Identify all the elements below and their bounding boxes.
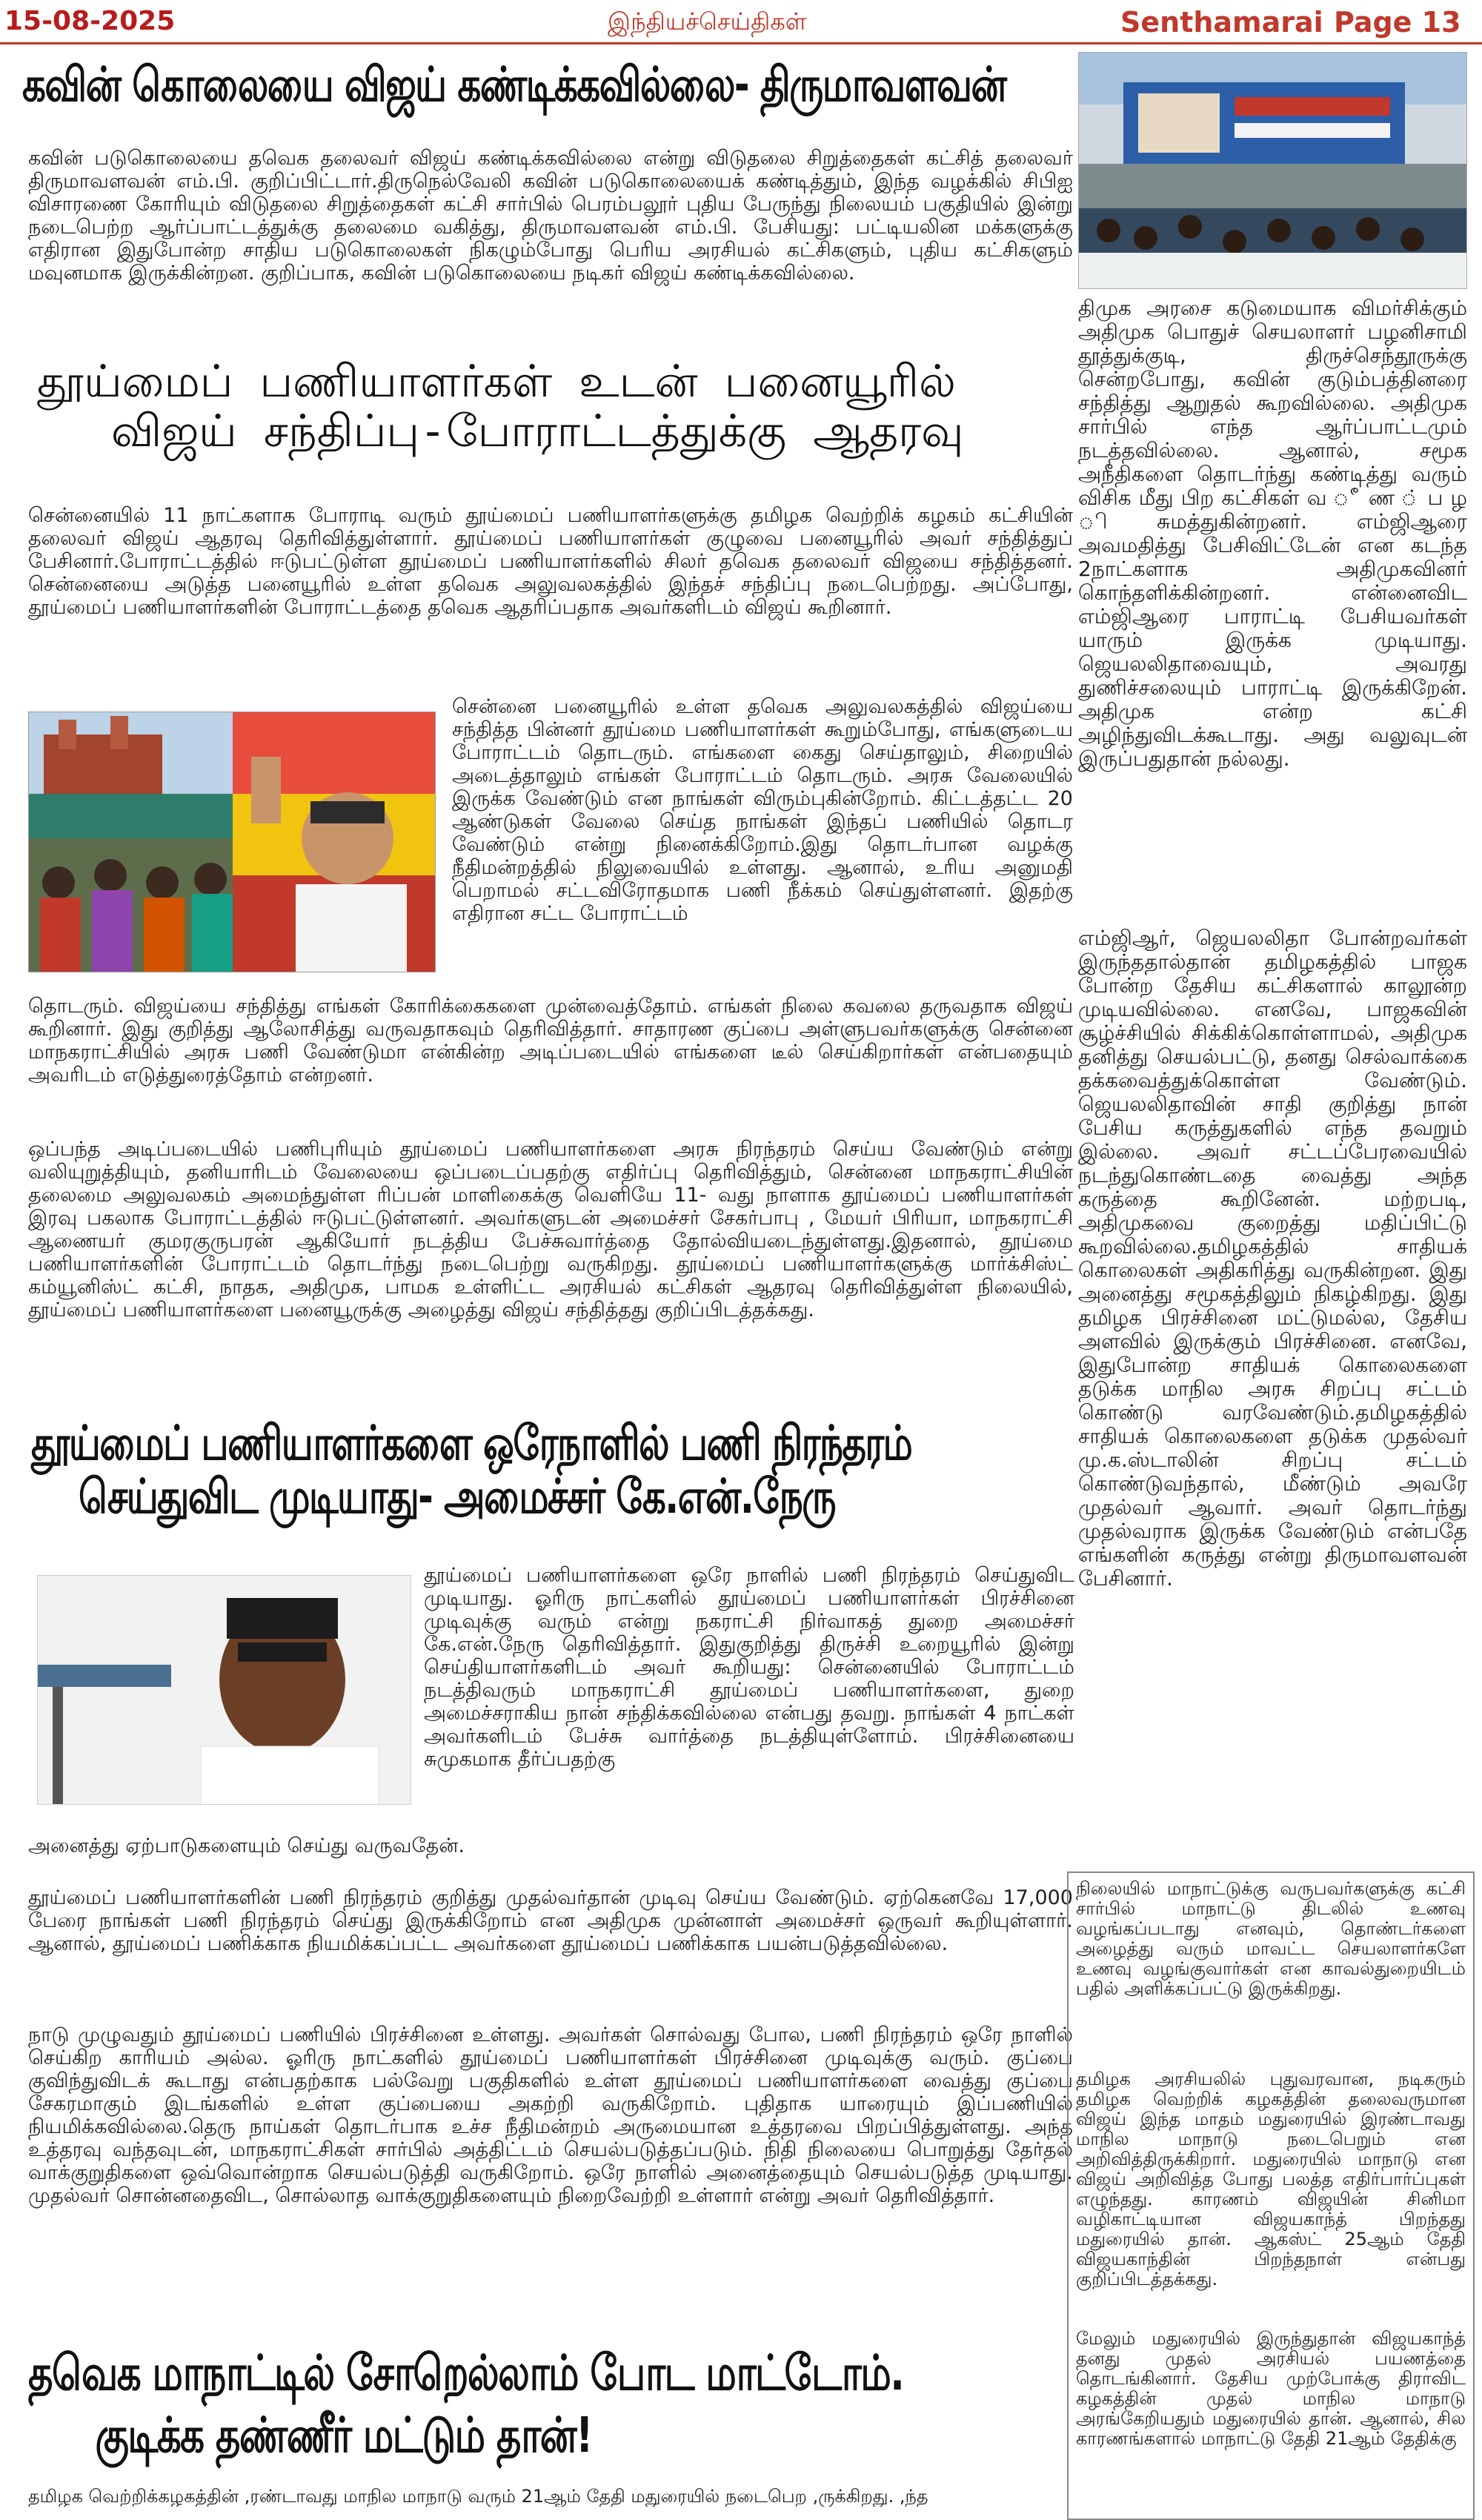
article2-photo [28, 712, 436, 972]
sidebar-box-para1: நிலையில் மாநாட்டுக்கு வருபவர்களுக்கு கட்சி சார்பில் மாநாட்டு திடலில் உணவு வழங்கப்படாது எனவும், தொண்டர்களை அழைத்து வரும் மாவட்ட செயலாளர்களே உணவு வழங்குவார்கள் என காவல்துறையிடம் பதில் அளிக்கப்பட்டு இருக்கிறது. [1076, 1878, 1466, 1999]
article3-photo [37, 1575, 411, 1805]
section-category: இந்தியச்செய்திகள் [608, 7, 807, 36]
article3-headline [31, 1417, 911, 1524]
article1-body: கவின் படுகொலையை தவெக தலைவர் விஜய் கண்டிக்கவில்லை என்று விடுதலை சிறுத்தைகள் கட்சித் தலைவர் திருமாவளவன் எம்.பி. குறிப்பிட்டார்.திருநெல்வேலி கவின் படுகொலையைக் கண்டித்தும், இந்த வழக்கில் சிபிஐ விசாரணை கோரியும் விடுதலை சிறுத்தைகள் கட்சி சார்பில் பெரம்பலூர் புதிய பேருந்து நிலையம் பகுதியில் இன்று நடைபெற்ற ஆர்ப்பாட்டத்துக்கு தலைமை வகித்து, திருமாவளவன் எம்.பி. பேசியது: பட்டியலின மக்களுக்கு எதிரான இதுபோன்ற சாதிய படுகொலைகள் நிகழும்போது பெரிய அரசியல் கட்சிகளும், புதிய கட்சிகளும் மவுனமாக இருக்கின்றன. குறிப்பாக, கவின் படுகொலையை நடிகர் விஜய் கண்டிக்கவில்லை. [28, 147, 1073, 285]
article2-headline-line1: தூய்மைப் பணியாளர்கள் உடன் பனையூரில் [37, 356, 956, 408]
rally-photo [1078, 52, 1467, 289]
vck-protest-rally-image [1079, 53, 1467, 289]
article1-headline: கவின் கொலையை விஜய் கண்டிக்கவில்லை- திருமாவளவன் [22, 58, 1006, 113]
sidebar-box-para3: மேலும் மதுரையில் இருந்துதான் விஜயகாந்த் தனது முதல் அரசியல் பயணத்தை தொடங்கினார். தேசிய முற்போக்கு திராவிட கழகத்தின் முதல் மாநில மாநாடு அரங்கேறியதும் மதுரையில் தான். ஆனால், சில காரணங்களால் மாநாட்டு தேதி 21ஆம் தேதிக்கு [1076, 2328, 1466, 2449]
article3-para3: நாடு முழுவதும் தூய்மைப் பணியில் பிரச்சினை உள்ளது. அவர்கள் சொல்வது போல, பணி நிரந்தரம் ஒரே நாளில் செய்கிற காரியம் அல்ல. ஓரிரு நாட்களில் தூய்மைப் பணியாளர்கள் பிரச்சினை முடிவுக்கு வரும். குப்பை குவிந்துவிடக் கூடாது என்பதற்காக பல்வேறு பகுதிகளில் உள்ள தூய்மைப் பணியாளர்களை வைத்து குப்பை சேகரமாகும் இடங்களில் உள்ள குப்பையை அகற்றி வருகிறோம். புதிதாக யாரையும் இப்பணியில் நியமிக்கவில்லை.தெரு நாய்கள் தொடர்பாக உச்ச நீதிமன்றம் அருமையான உத்தரவை பிறப்பித்துள்ளது. அந்த உத்தரவு வந்தவுடன், மாநகராட்சிகள் சார்பில் அத்திட்டம் செயல்படுத்தப்படும். நிதி நிலையை பொறுத்து தேர்தல் வாக்குறுதிகளை ஒவ்வொன்றாக செயல்படுத்தி வருகிறோம். ஒரே நாளில் அனைத்தையும் செயல்படுத்த முடியாது. முதல்வர் சொன்னதைவிட, சொல்லாத வாக்குறுதிகளையும் நிறைவேற்றி உள்ளார் என்று அவர் தெரிவித்தார். [28, 2023, 1073, 2207]
page-number: Page 13 [1334, 6, 1461, 39]
article2-para2-continued: தொடரும். விஜய்யை சந்தித்து எங்கள் கோரிக்கைகளை முன்வைத்தோம். எங்கள் நிலை கவலை தருவதாக விஜய் கூறினார். இது குறித்து ஆலோசித்து வருவதாகவும் தெரிவித்தார். சாதாரண குப்பை அள்ளுபவர்களுக்கு சென்னை மாநகராட்சியில் அரசு பணி வேண்டுமா என்கின்ற அடிப்படையில் எங்களை டீல் செய்கிறார்கள் என்பதையும் அவரிடம் எடுத்துரைத்தோம் என்றனர். [28, 995, 1074, 1087]
publication-name: Senthamarai [1120, 6, 1323, 39]
article2-para1: சென்னையில் 11 நாட்களாக போராடி வரும் தூய்மைப் பணியாளர்களுக்கு தமிழக வெற்றிக் கழகம் கட்சியின் தலைவர் விஜய் ஆதரவு தெரிவித்துள்ளார். தூய்மைப் பணியாளர்கள் குழுவை பனையூரில் அவர் சந்தித்துப் பேசினார்.போராட்டத்தில் ஈடுபட்டுள்ள தூய்மைப் பணியாளர்களில் சிலர் தவெக தலைவர் விஜயை சந்தித்தனர். சென்னையை அடுத்த பனையூரில் உள்ள தவெக அலுவலகத்தில் இந்தச் சந்திப்பு நடைபெற்றது. அப்போது, தூய்மைப் பணியாளர்களின் போராட்டத்தை தவெக ஆதரிப்பதாக அவர்களிடம் விஜய் கூறினார். [28, 504, 1073, 619]
article4-headline [28, 2342, 903, 2467]
article4-headline-line1: தவெக மாநாட்டில் சோறெல்லாம் போட மாட்டோம். [28, 2344, 904, 2401]
sidebar-box [1067, 1871, 1475, 2520]
minister-portrait-image [38, 1576, 411, 1805]
article2-para3: ஒப்பந்த அடிப்படையில் பணிபுரியும் தூய்மைப் பணியாளர்களை அரசு நிரந்தரம் செய்ய வேண்டும் என்று வலியுறுத்தியும், தனியாரிடம் வேலையை ஒப்படைப்பதற்கு எதிர்ப்பு தெரிவித்தும், சென்னை மாநகராட்சியின் தலைமை அலுவலகம் அமைந்துள்ள ரிப்பன் மாளிகைக்கு வெளியே 11- வது நாளாக தூய்மைப் பணியாளர்கள் இரவு பகலாக போராட்டத்தில் ஈடுபட்டுள்ளனர். அவர்களுடன் அமைச்சர் சேகர்பாபு , மேயர் பிரியா, மாநகராட்சி ஆணையர் குமரகுருபரன் ஆகியோர் நடத்திய பேச்சுவார்த்தை தோல்வியடைந்துள்ளது.இதனால், தூய்மை பணியாளர்களின் போராட்டம் தொடர்ந்து நடைபெற்று வருகிறது. தூய்மைப் பணியாளர்களுக்கு மார்க்சிஸ்ட் கம்யூனிஸ்ட் கட்சி, நாதக, அதிமுக, பாமக உள்ளிட்ட அரசியல் கட்சிகள் ஆதரவு தெரிவித்துள்ள நிலையில், தூய்மைப் பணியாளர்களை பனையூருக்கு அழைத்து விஜய் சந்தித்தது குறிப்பிடத்தக்கது. [28, 1138, 1073, 1322]
article4-headline-line2: குடிக்க தண்ணீர் மட்டும் தான்! [95, 2407, 592, 2464]
article2-headline-line2: விஜய் சந்திப்பு-போராட்டத்துக்கு ஆதரவு [111, 405, 964, 458]
article2-headline [37, 357, 1074, 457]
article3-headline-line2: செய்துவிட முடியாது- அமைச்சர் கே.என்.நேரு [78, 1470, 835, 1525]
article4-para1: தமிழக வெற்றிக்கழகத்தின் ,ரண்டாவது மாநில மாநாடு வரும் 21ஆம் தேதி மதுரையில் நடைபெற ,ருக்கிறது. ,ந்த [28, 2487, 928, 2507]
right-column-text1: திமுக அரசை கடுமையாக விமர்சிக்கும் அதிமுக பொதுச் செயலாளர் பழனிசாமி தூத்துக்குடி, திருச்செந்தூருக்கு சென்றபோது, கவின் குடும்பத்தினரை சந்தித்து ஆறுதல் கூறவில்லை. அதிமுக சார்பில் எந்த ஆர்ப்பாட்டமும் நடத்தவில்லை. ஆனால், சமூக அநீதிகளை தொடர்ந்து கண்டித்து வரும் விசிக மீது பிற கட்சிகள் வ ீ ண ் ப ழ ி சுமத்துகின்றனர். எம்ஜிஆரை அவமதித்து பேசிவிட்டேன் என கடந்த 2நாட்களாக அதிமுகவினர் கொந்தளிக்கின்றனர். என்னைவிட எம்ஜிஆரை பாராட்டி பேசியவர்கள் யாரும் இருக்க முடியாது. ஜெயலலிதாவையும், அவரது துணிச்சலையும் பாராட்டி இருக்கிறேன். அதிமுக என்ற கட்சி அழிந்துவிடக்கூடாது. அது வலுவுடன் இருப்பதுதான் நல்லது. [1078, 296, 1467, 771]
article3-para1-wrap: தூய்மைப் பணியாளர்களை ஒரே நாளில் பணி நிரந்தரம் செய்துவிட முடியாது. ஓரிரு நாட்களில் தூய்மைப் பணியாளர்கள் பிரச்சினை முடிவுக்கு வரும் என்று நகராட்சி நிர்வாகத் துறை அமைச்சர் கே.என்.நேரு தெரிவித்தார். இதுகுறித்து திருச்சி உறையூரில் இன்று செய்தியாளர்களிடம் அவர் கூறியது: சென்னையில் போராட்டம் நடத்திவரும் மாநகராட்சி தூய்மைப் பணியாளர்களை, துறை அமைச்சராகிய நான் சந்திக்கவில்லை என்பது தவறு. நாங்கள் 4 நாட்கள் அவர்களிடம் பேச்சு வார்த்தை நடத்தியுள்ளோம். பிரச்சினையை சுமுகமாக தீர்ப்பதற்கு [424, 1564, 1075, 1771]
page-header [0, 0, 1482, 44]
article3-headline-line1: தூய்மைப் பணியாளர்களை ஒரேநாளில் பணி நிரந்தரம் [31, 1416, 912, 1471]
article2-para2-wrap: சென்னை பனையூரில் உள்ள தவெக அலுவலகத்தில் விஜய்யை சந்தித்த பின்னர் தூய்மை பணியாளர்கள் கூறும்போது, எங்களுடைய போராட்டம் தொடரும். எங்களை கைது செய்தாலும், சிறையில் அடைத்தாலும் எங்கள் போராட்டம் தொடரும். அரசு வேலையில் இருக்க வேண்டும் என நாங்கள் விரும்புகின்றோம். கிட்டத்தட்ட 20 ஆண்டுகள் வேலை செய்த நாங்கள் இந்தப் பணியில் தொடர வேண்டும் என்று நினைக்கிறோம்.இது தொடர்பான வழக்கு நீதிமன்றத்தில் நிலுவையில் உள்ளது. ஆனால், உரிய அனுமதி பெறாமல் சட்டவிரோதமாக பணி நீக்கம் செய்துள்ளனர். இதற்கு எதிரான சட்ட போராட்டம் [452, 695, 1073, 925]
article3-para1-continued: அனைத்து ஏற்பாடுகளையும் செய்து வருவதேன். [28, 1834, 465, 1857]
issue-date: 15-08-2025 [4, 6, 176, 36]
right-column-text2: எம்ஜிஆர், ஜெயலலிதா போன்றவர்கள் இருந்ததால்தான் தமிழகத்தில் பாஜக போன்ற தேசிய கட்சிகளால் காலூன்ற முடியவில்லை. எனவே, பாஜகவின் சூழ்ச்சியில் சிக்கிக்கொள்ளாமல், அதிமுக தனித்து செயல்பட்டு, தனது செல்வாக்கை தக்கவைத்துக்கொள்ள வேண்டும். ஜெயலலிதாவின் சாதி குறித்து நான் பேசிய கருத்துகளில் எந்த தவறும் இல்லை. அவர் சட்டப்பேரவையில் நடந்துகொண்டதை வைத்து அந்த கருத்தை கூறினேன். மற்றபடி, அதிமுகவை குறைத்து மதிப்பிட்டு கூறவில்லை.தமிழகத்தில் சாதியக் கொலைகள் அதிகரித்து வருகின்றன. இது அனைத்து சமூகத்திலும் நிகழ்கிறது. இது தமிழக பிரச்சினை மட்டுமல்ல, தேசிய அளவில் இருக்கும் பிரச்சினை. எனவே, இதுபோன்ற சாதியக் கொலைகளை தடுக்க மாநில அரசு சிறப்பு சட்டம் கொண்டு வரவேண்டும்.தமிழகத்தில் சாதியக் கொலைகளை தடுக்க முதல்வர் மு.க.ஸ்டாலின் சிறப்பு சட்டம் கொண்டுவந்தால், மீண்டும் அவரே முதல்வர் ஆவார். அவர் தொடர்ந்து முதல்வராக இருக்க வேண்டும் என்பதே எங்களின் கருத்து என்று திருமாவளவன் பேசினார். [1078, 926, 1467, 1591]
sidebar-box-para2: தமிழக அரசியலில் புதுவரவான, நடிகரும் தமிழக வெற்றிக் கழகத்தின் தலைவருமான விஜய் இந்த மாதம் மதுரையில் இரண்டாவது மாநில மாநாடு நடைபெறும் என அறிவித்திருக்கிறார். மதுரையில் மாநாடு என விஜய் அறிவித்த போது பலத்த எதிர்பார்ப்புகள் எழுந்தது. காரணம் விஜயின் சினிமா வழிகாட்டியான விஜயகாந்த் பிறந்தது மதுரையில் தான். ஆகஸ்ட் 25ஆம் தேதி விஜயகாந்தின் பிறந்தநாள் என்பது குறிப்பிடத்தக்கது. [1076, 2069, 1466, 2289]
sanitation-workers-meeting-image [29, 712, 436, 972]
article3-para2: தூய்மைப் பணியாளர்களின் பணி நிரந்தரம் குறித்து முதல்வர்தான் முடிவு செய்ய வேண்டும். ஏற்கெனவே 17,000 பேரை நாங்கள் பணி நிரந்தரம் செய்து இருக்கிறோம் என அதிமுக முன்னாள் அமைச்சர் ஒருவர் கூறியுள்ளார். ஆனால், தூய்மைப் பணிக்காக நியமிக்கப்பட்ட அவர்களை தூய்மைப் பணிக்காக பயன்படுத்தவில்லை. [28, 1886, 1073, 1955]
